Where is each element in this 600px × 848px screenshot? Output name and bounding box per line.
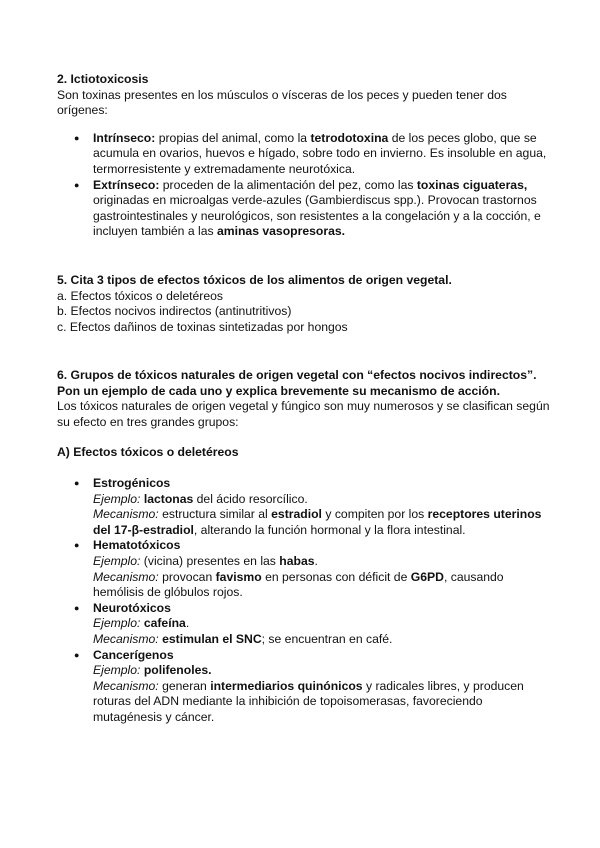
group-list <box>57 476 552 726</box>
example-line <box>93 663 552 679</box>
mechanism-label: Mecanismo: <box>93 569 159 584</box>
item-text: y compiten por los <box>321 507 428 522</box>
item-bold: tetrodotoxina <box>310 130 389 145</box>
item-text: (vicina) presentes en las <box>140 553 280 568</box>
example-label: Ejemplo: <box>93 616 141 631</box>
term-label: Extrínseco: <box>93 177 160 192</box>
item-bold: lactonas <box>143 491 194 506</box>
item-text: proceden de la alimentación del pez, como las <box>159 177 417 192</box>
item-text: de los peces globo, que se acumula en ovarios, huevos e hígado, sobre todo en invierno. Es insoluble en agua, termorresistente y extremadamente neurotóxica. <box>93 130 547 176</box>
list-item <box>57 131 552 178</box>
item-text: en personas con déficit de <box>261 569 411 584</box>
group-name: ● Estrogénicos <box>93 475 171 490</box>
mechanism-label: Mecanismo: <box>93 631 159 646</box>
list-line: a. Efectos tóxicos o deletéreos <box>57 288 223 303</box>
item-text: , causando hemólisis de glóbulos rojos. <box>93 569 504 600</box>
section-intro: Son toxinas presentes en los músculos o vísceras de los peces y pueden tener dos orígenes: <box>57 87 507 118</box>
item-text: propias del animal, como la <box>155 130 311 145</box>
item-bold: estimulan el SNC <box>162 631 262 646</box>
item-bold: toxinas ciguateras, <box>416 177 528 192</box>
item-bold: intermediarios quinónicos <box>210 678 363 693</box>
mechanism-label: Mecanismo: <box>93 678 159 693</box>
item-text: ; se encuentran en café. <box>261 631 393 646</box>
group-name: ● Cancerígenos <box>93 647 174 662</box>
item-bold: estradiol <box>271 507 322 522</box>
mechanism-line <box>93 507 552 538</box>
item-bold: aminas vasopresoras. <box>216 224 346 239</box>
item-bold: cafeína <box>143 616 186 631</box>
item-text: estructura similar al <box>158 507 272 522</box>
subheading: A) Efectos tóxicos o deletéreos <box>57 445 239 460</box>
list-item <box>57 476 552 538</box>
item-bold: favismo <box>215 569 262 584</box>
section-efectos-toxicos <box>57 273 552 335</box>
item-bold: polifenoles. <box>143 663 212 678</box>
item-text: y radicales libres, y producen roturas del ADN mediante la inhibición de topoisomerasas, favoreciendo mutagénesis y cáncer. <box>93 678 524 724</box>
section-title: 2. Ictiotoxicosis <box>57 72 149 86</box>
item-text: . <box>185 616 190 631</box>
example-label: Ejemplo: <box>93 553 141 568</box>
term-label: Intrínseco: <box>93 130 156 145</box>
example-line <box>93 492 552 508</box>
item-text: generan <box>158 678 211 693</box>
section-title <box>57 368 552 399</box>
list-item <box>57 648 552 726</box>
item-bold: habas <box>279 553 315 568</box>
section-ictiotoxicosis <box>57 72 552 240</box>
example-line <box>93 616 552 632</box>
list-item <box>57 538 552 600</box>
section-title: 5. Cita 3 tipos de efectos tóxicos de los alimentos de origen vegetal. <box>57 273 452 287</box>
group-name: ● Neurotóxicos <box>93 600 171 615</box>
item-bold: receptores uterinos del 17-β-estradiol <box>93 507 542 537</box>
list-line: b. Efectos nocivos indirectos (antinutritivos) <box>57 304 292 319</box>
item-bold: G6PD <box>410 569 444 584</box>
group-name: ● Hematotóxicos <box>93 538 181 553</box>
list-line: c. Efectos dañinos de toxinas sintetizadas por hongos <box>57 319 348 334</box>
item-text: , alterando la función hormonal y la flora intestinal. <box>193 522 466 537</box>
item-text: originadas en microalgas verde-azules (Gambierdiscus spp.). Provocan trastornos gastrointestinales y neurológicos, son resistentes a la congelación y a la cocción, e incluyen también a las <box>93 193 541 239</box>
mechanism-line <box>93 679 552 726</box>
section-grupos-toxicos <box>57 368 552 725</box>
example-line <box>93 554 552 570</box>
section-intro: Los tóxicos naturales de origen vegetal y fúngico son muy numerosos y se clasifican según su efecto en tres grandes grupos: <box>57 399 550 429</box>
item-text: del ácido resorcílico. <box>193 491 308 506</box>
item-text: provocan <box>158 569 216 584</box>
mechanism-line <box>93 632 552 648</box>
origin-list <box>57 131 552 240</box>
list-item <box>57 601 552 648</box>
item-text: . <box>314 553 318 568</box>
mechanism-line <box>93 570 552 601</box>
example-label: Ejemplo: <box>93 663 141 678</box>
title-line: 6. Grupos de tóxicos naturales de origen vegetal con “efectos nocivos indirectos”. <box>57 368 537 382</box>
title-line: Pon un ejemplo de cada uno y explica brevemente su mecanismo de acción. <box>57 383 500 398</box>
mechanism-label: Mecanismo: <box>93 507 159 522</box>
list-item <box>57 178 552 240</box>
example-label: Ejemplo: <box>93 491 141 506</box>
